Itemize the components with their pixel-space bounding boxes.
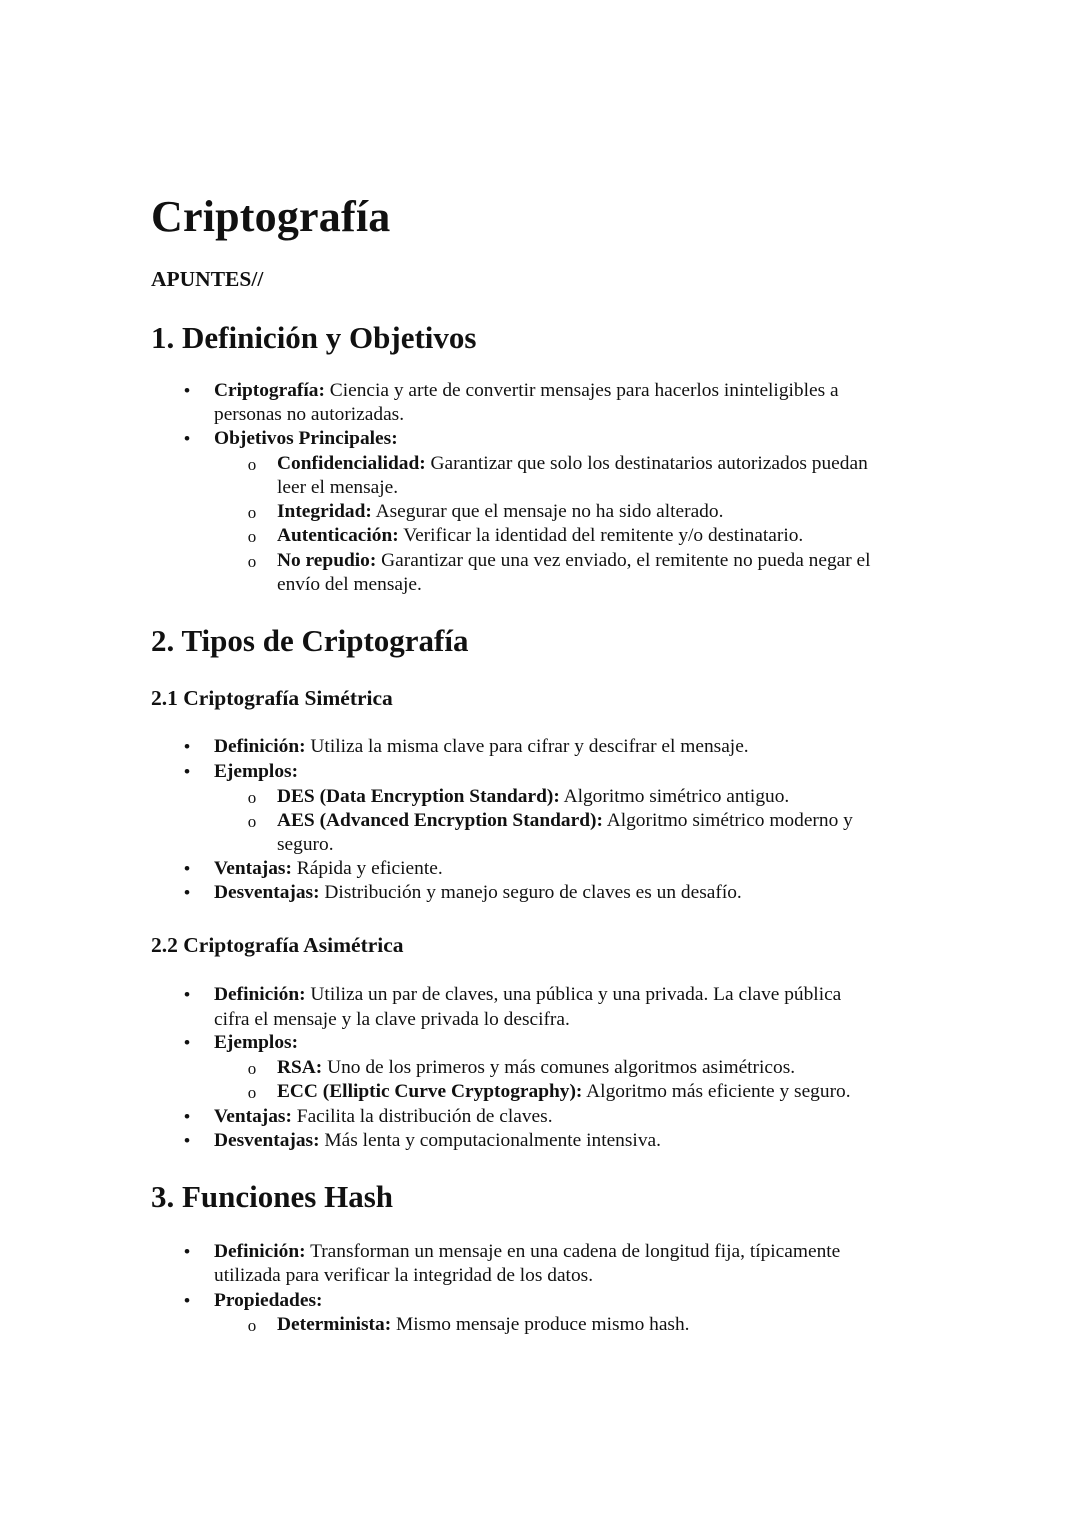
subsection-heading-simetrica: 2.1 Criptografía Simétrica <box>151 686 393 710</box>
item-text: Utiliza la misma clave para cifrar y descifrar el mensaje. <box>310 736 749 757</box>
bullet-icon: • <box>183 381 191 402</box>
item-term: DES (Data Encryption Standard): <box>277 786 560 807</box>
item-term: Propiedades: <box>214 1290 323 1311</box>
item-text: Distribución y manejo seguro de claves es un desafío. <box>324 882 742 903</box>
item-term: No repudio: <box>277 550 377 571</box>
item-term: Autenticación: <box>277 525 399 546</box>
item-continuation: seguro. <box>277 834 334 855</box>
circle-bullet-icon: o <box>247 788 257 807</box>
item-text: Facilita la distribución de claves. <box>296 1106 553 1127</box>
list-item <box>214 1031 298 1055</box>
bullet-icon: • <box>183 1107 191 1128</box>
item-term: Desventajas: <box>214 882 320 903</box>
item-term: Definición: <box>214 736 306 757</box>
list-item <box>214 1240 840 1264</box>
item-continuation: envío del mensaje. <box>277 574 422 595</box>
item-term: Determinista: <box>277 1314 392 1335</box>
sub-list-item <box>277 549 871 573</box>
item-term: Integridad: <box>277 501 372 522</box>
item-term: Definición: <box>214 984 306 1005</box>
section-heading-definicion: 1. Definición y Objetivos <box>151 320 477 355</box>
item-term: Ejemplos: <box>214 1032 299 1053</box>
item-continuation: personas no autorizadas. <box>214 404 405 425</box>
bullet-icon: • <box>183 1242 191 1263</box>
bullet-icon: • <box>183 429 191 450</box>
item-text: Transforman un mensaje en una cadena de longitud fija, típicamente <box>310 1241 841 1262</box>
item-term: Ejemplos: <box>214 761 299 782</box>
bullet-icon: • <box>183 1291 191 1312</box>
item-term: AES (Advanced Encryption Standard): <box>277 810 603 831</box>
item-text: Rápida y eficiente. <box>296 858 443 879</box>
item-term: Confidencialidad: <box>277 453 426 474</box>
item-text: Verificar la identidad del remitente y/o destinatario. <box>403 525 804 546</box>
item-text: Algoritmo más eficiente y seguro. <box>586 1081 851 1102</box>
list-item <box>214 857 443 881</box>
list-item <box>214 1105 553 1129</box>
circle-bullet-icon: o <box>247 527 257 546</box>
sub-list-item <box>277 1313 690 1337</box>
document-title: Criptografía <box>151 192 391 241</box>
list-item <box>214 427 398 451</box>
item-text: Garantizar que solo los destinatarios autorizados puedan <box>430 453 868 474</box>
sub-list-item <box>277 785 789 809</box>
item-term: Desventajas: <box>214 1130 320 1151</box>
item-term: Definición: <box>214 1241 306 1262</box>
bullet-icon: • <box>183 985 191 1006</box>
document-subtitle: APUNTES// <box>151 267 264 291</box>
item-text: Uno de los primeros y más comunes algoritmos asimétricos. <box>327 1057 796 1078</box>
sub-list-item <box>277 452 868 476</box>
circle-bullet-icon: o <box>247 1083 257 1102</box>
circle-bullet-icon: o <box>247 503 257 522</box>
item-term: Ventajas: <box>214 858 292 879</box>
sub-list-item <box>277 809 853 833</box>
list-item <box>214 379 839 403</box>
item-term: Objetivos Principales: <box>214 428 398 449</box>
section-heading-hash: 3. Funciones Hash <box>151 1179 394 1214</box>
item-text: Ciencia y arte de convertir mensajes para hacerlos ininteligibles a <box>329 380 839 401</box>
list-item <box>214 983 841 1007</box>
item-term: ECC (Elliptic Curve Cryptography): <box>277 1081 583 1102</box>
list-item <box>214 881 742 905</box>
bullet-icon: • <box>183 1033 191 1054</box>
subsection-heading-asimetrica: 2.2 Criptografía Asimétrica <box>151 933 404 957</box>
bullet-icon: • <box>183 762 191 783</box>
item-text: Garantizar que una vez enviado, el remitente no pueda negar el <box>381 550 871 571</box>
item-text: Mismo mensaje produce mismo hash. <box>396 1314 690 1335</box>
item-text: Asegurar que el mensaje no ha sido alterado. <box>375 501 724 522</box>
item-text: Más lenta y computacionalmente intensiva. <box>324 1130 661 1151</box>
circle-bullet-icon: o <box>247 455 257 474</box>
list-item <box>214 735 749 759</box>
sub-list-item <box>277 500 723 524</box>
circle-bullet-icon: o <box>247 812 257 831</box>
circle-bullet-icon: o <box>247 552 257 571</box>
bullet-icon: • <box>183 737 191 758</box>
item-text: Utiliza un par de claves, una pública y una privada. La clave pública <box>310 984 842 1005</box>
item-term: Ventajas: <box>214 1106 292 1127</box>
section-heading-tipos: 2. Tipos de Criptografía <box>151 623 469 658</box>
item-continuation: utilizada para verificar la integridad de los datos. <box>214 1265 594 1286</box>
list-item <box>214 1289 322 1313</box>
item-term: Criptografía: <box>214 380 325 401</box>
bullet-icon: • <box>183 1131 191 1152</box>
item-continuation: leer el mensaje. <box>277 477 399 498</box>
item-text: Algoritmo simétrico antiguo. <box>563 786 790 807</box>
sub-list-item <box>277 1056 795 1080</box>
list-item <box>214 1129 661 1153</box>
item-text: Algoritmo simétrico moderno y <box>606 810 853 831</box>
item-continuation: cifra el mensaje y la clave privada lo descifra. <box>214 1009 570 1030</box>
list-item <box>214 760 298 784</box>
circle-bullet-icon: o <box>247 1316 257 1335</box>
bullet-icon: • <box>183 883 191 904</box>
sub-list-item <box>277 1080 851 1104</box>
bullet-icon: • <box>183 859 191 880</box>
circle-bullet-icon: o <box>247 1059 257 1078</box>
sub-list-item <box>277 524 803 548</box>
item-term: RSA: <box>277 1057 323 1078</box>
